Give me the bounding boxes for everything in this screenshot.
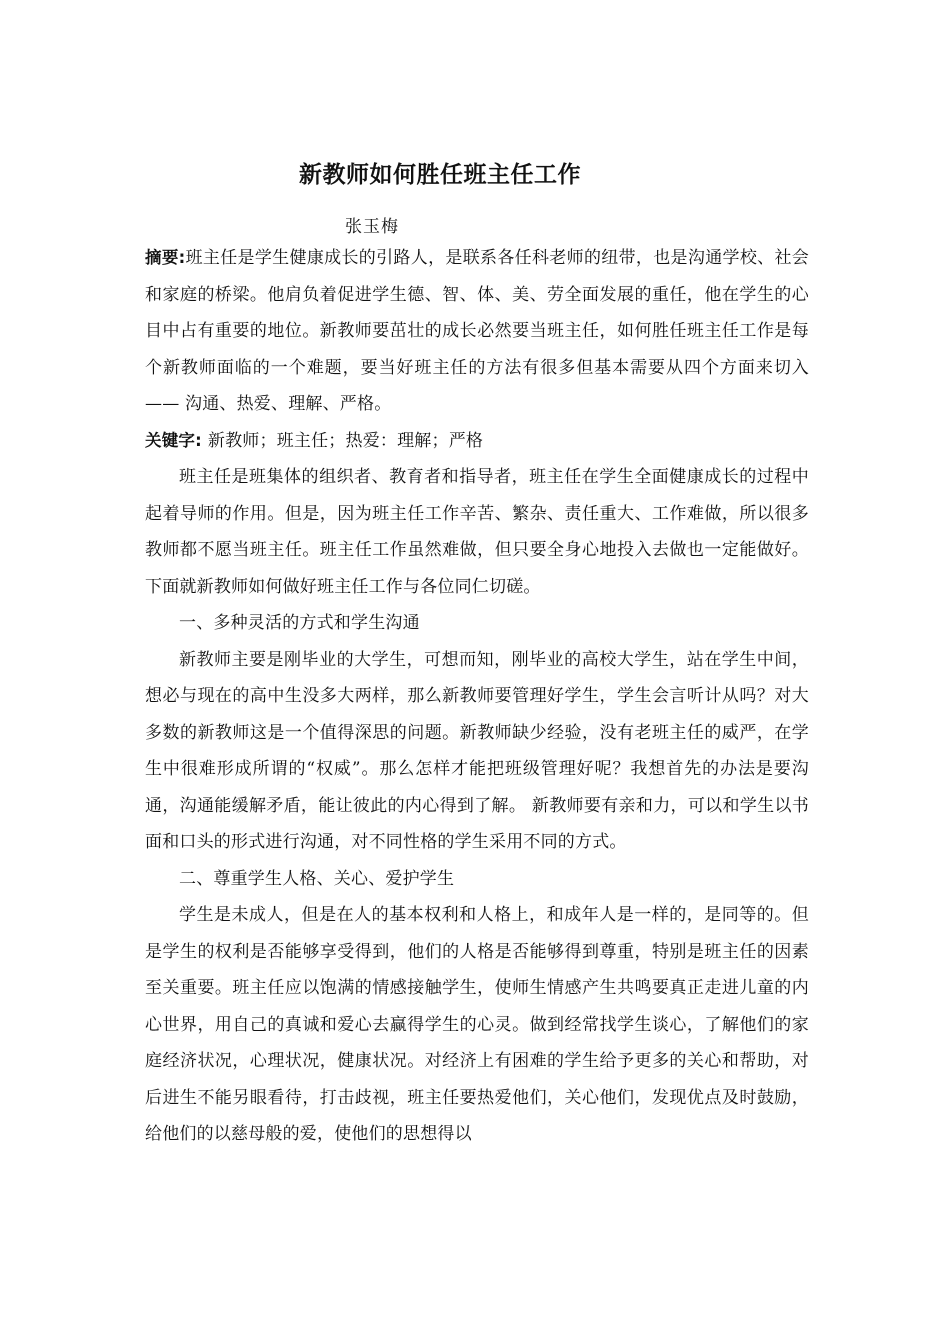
keywords-paragraph [145,423,809,460]
section-heading-respect: 二、尊重学生人格、关心、爱护学生 [179,868,455,889]
communication-paragraph: 新教师主要是刚毕业的大学生，可想而知，刚毕业的高校大学生，站在学生中间，想必与现在的高中生没多大两样，那么新教师要管理好学生，学生会言听计从吗？对大多数的新教师这是一个值得深思的问题。新教师缺少经验，没有老班主任的威严，在学生中很难形成所谓的“权威”。那么怎样才能把班级管理好呢？我想首先的办法是要沟通，沟通能缓解矛盾，能让彼此的内心得到了解。 新教师要有亲和力，可以和学生以书面和口头的形式进行沟通，对不同性格的学生采用不同的方式。 [145,649,809,852]
section-heading-communication: 一、多种灵活的方式和学生沟通 [179,613,420,633]
keywords-label: 关键字: [145,430,202,450]
respect-paragraph: 学生是未成人，但是在人的基本权利和人格上，和成年人是一样的，是同等的。但是学生的权利是否能够享受得到，他们的人格是否能够得到尊重，特别是班主任的因素至关重要。班主任应以饱满的情感接触学生，使师生情感产生共鸣要真正走进儿童的内心世界，用自己的真诚和爱心去赢得学生的心灵。做到经常找学生谈心，了解他们的家庭经济状况，心理状况，健康状况。对经济上有困难的学生给予更多的关心和帮助，对后进生不能另眼看待，打击歧视，班主任要热爱他们，关心他们，发现优点及时鼓励，给他们的以慈母般的爱，使他们的思想得以 [145,905,809,1144]
intro-paragraph: 班主任是班集体的组织者、教育者和指导者，班主任在学生全面健康成长的过程中起着导师的作用。但是，因为班主任工作辛苦、繁杂、责任重大、工作难做，所以很多教师都不愿当班主任。班主任工作虽然难做，但只要全身心地投入去做也一定能做好。下面就新教师如何做好班主任工作与各位同仁切磋。 [145,467,809,597]
keywords-text: 新教师；班主任；热爱：理解；严格 [207,430,484,451]
document-body [145,240,809,1153]
abstract-paragraph [145,240,809,423]
document-title: 新教师如何胜任班主任工作 [299,162,581,188]
author-name: 张玉梅 [345,217,399,237]
abstract-label: 摘要: [145,248,186,267]
abstract-text: 班主任是学生健康成长的引路人，是联系各任科老师的纽带，也是沟通学校、社会和家庭的桥梁。他肩负着促进学生德、智、体、美、劳全面发展的重任，他在学生的心目中占有重要的地位。新教师要茁壮的成长必然要当班主任，如何胜任班主任工作是每个新教师面临的一个难题，要当好班主任的方法有很多但基本需要从四个方面来切入—— 沟通、热爱、理解、严格。 [145,248,810,414]
